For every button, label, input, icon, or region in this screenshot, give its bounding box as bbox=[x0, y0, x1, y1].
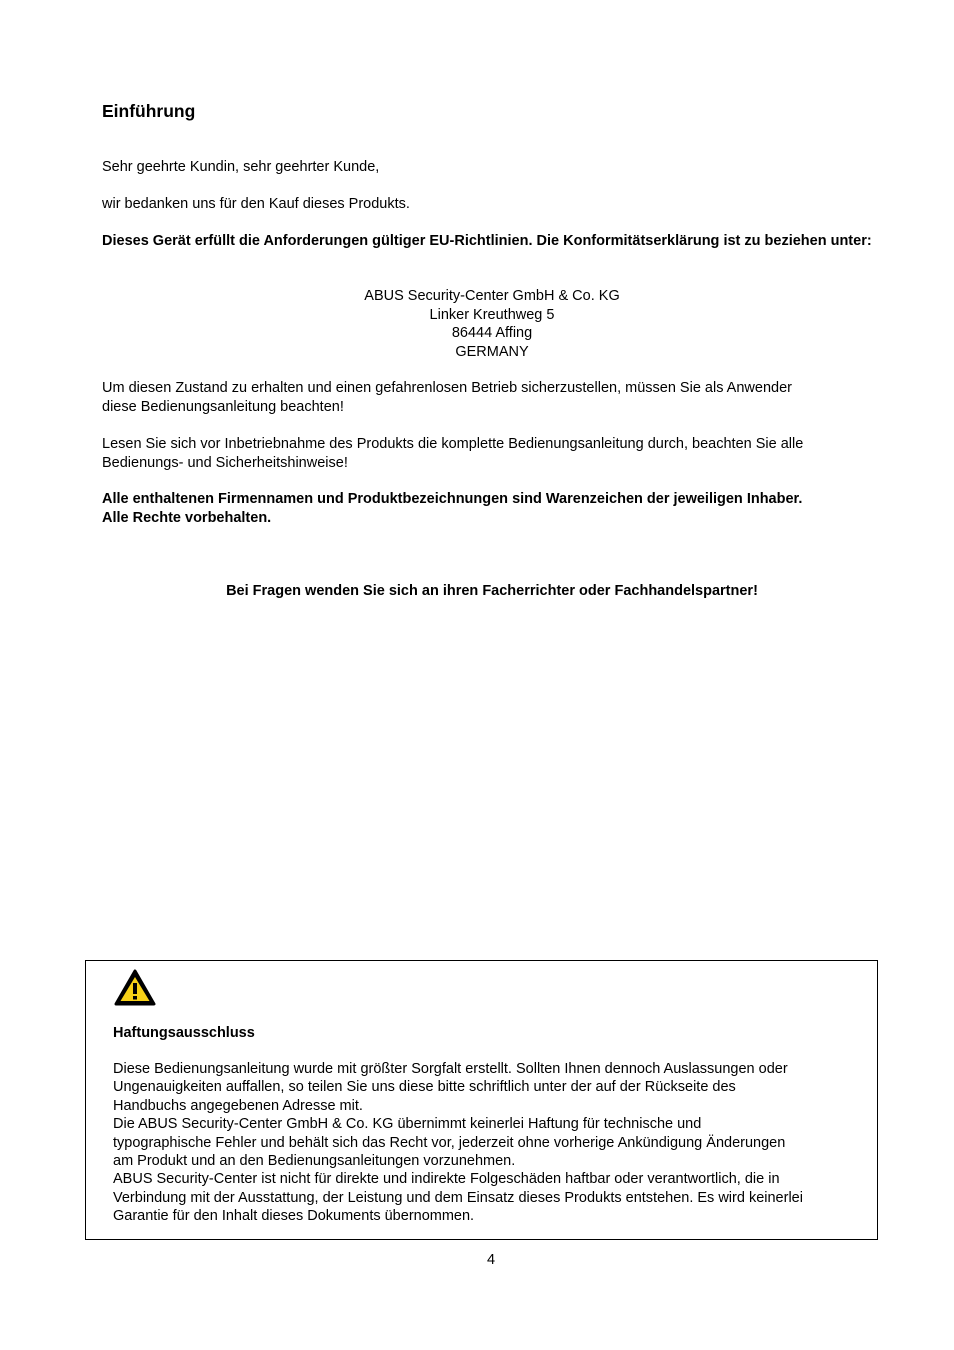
disclaimer-line: Garantie für den Inhalt dieses Dokuments übernommen. bbox=[113, 1208, 475, 1225]
maintain-line: diese Bedienungsanleitung beachten! bbox=[102, 398, 344, 415]
page-number: 4 bbox=[486, 1252, 496, 1268]
read-line: Lesen Sie sich vor Inbetriebnahme des Produkts die komplette Bedienungsanleitung durch, beachten Sie alle bbox=[102, 436, 804, 452]
address-company: ABUS Security-Center GmbH & Co. KG bbox=[364, 288, 620, 304]
address-block bbox=[102, 287, 882, 361]
trademarks-line: Alle enthaltenen Firmennamen und Produktbezeichnungen sind Warenzeichen der jeweiligen Inhaber. bbox=[102, 491, 803, 507]
warning-triangle-icon bbox=[113, 968, 157, 1008]
disclaimer-line: am Produkt und an den Bedienungsanleitungen vorzunehmen. bbox=[113, 1153, 516, 1170]
disclaimer-line: Verbindung mit der Ausstattung, der Leistung und dem Einsatz dieses Produkts entstehen. Es wird keinerlei bbox=[113, 1189, 803, 1206]
thanks-paragraph: wir bedanken uns für den Kauf dieses Produkts. bbox=[102, 196, 410, 212]
address-street: Linker Kreuthweg 5 bbox=[429, 306, 555, 323]
disclaimer-title: Haftungsausschluss bbox=[113, 1025, 255, 1041]
page-title: Einführung bbox=[102, 101, 196, 121]
disclaimer-body bbox=[113, 1060, 881, 1226]
maintain-paragraph bbox=[102, 379, 882, 416]
disclaimer-line: typographische Fehler und behält sich das Recht vor, jederzeit ohne vorherige Ankündigung Änderungen bbox=[113, 1134, 786, 1151]
read-paragraph bbox=[102, 435, 882, 472]
read-line: Bedienungs- und Sicherheitshinweise! bbox=[102, 454, 348, 471]
trademarks-line: Alle Rechte vorbehalten. bbox=[102, 509, 272, 526]
conformity-paragraph: Dieses Gerät erfüllt die Anforderungen gültiger EU-Richtlinien. Die Konformitätserklärung ist zu beziehen unter: bbox=[102, 233, 872, 249]
disclaimer-box bbox=[85, 960, 878, 1240]
disclaimer-line: Die ABUS Security-Center GmbH & Co. KG übernimmt keinerlei Haftung für technische und bbox=[113, 1116, 702, 1133]
disclaimer-line: Handbuchs angegebenen Adresse mit. bbox=[113, 1097, 363, 1114]
address-country: GERMANY bbox=[455, 343, 529, 360]
disclaimer-line: Ungenauigkeiten auffallen, so teilen Sie uns diese bitte schriftlich unter der auf der Rückseite des bbox=[113, 1079, 736, 1096]
address-city: 86444 Affing bbox=[451, 325, 533, 341]
trademarks-paragraph bbox=[102, 490, 882, 527]
greeting-paragraph: Sehr geehrte Kundin, sehr geehrter Kunde, bbox=[102, 159, 380, 175]
maintain-line: Um diesen Zustand zu erhalten und einen gefahrenlosen Betrieb sicherzustellen, müssen Sie als Anwender bbox=[102, 380, 792, 396]
disclaimer-line: Diese Bedienungsanleitung wurde mit größter Sorgfalt erstellt. Sollten Ihnen dennoch Auslassungen oder bbox=[113, 1061, 788, 1077]
disclaimer-line: ABUS Security-Center ist nicht für direkte und indirekte Folgeschäden haftbar oder verantwortlich, die in bbox=[113, 1171, 780, 1188]
questions-note: Bei Fragen wenden Sie sich an ihren Facherrichter oder Fachhandelspartner! bbox=[226, 583, 758, 599]
